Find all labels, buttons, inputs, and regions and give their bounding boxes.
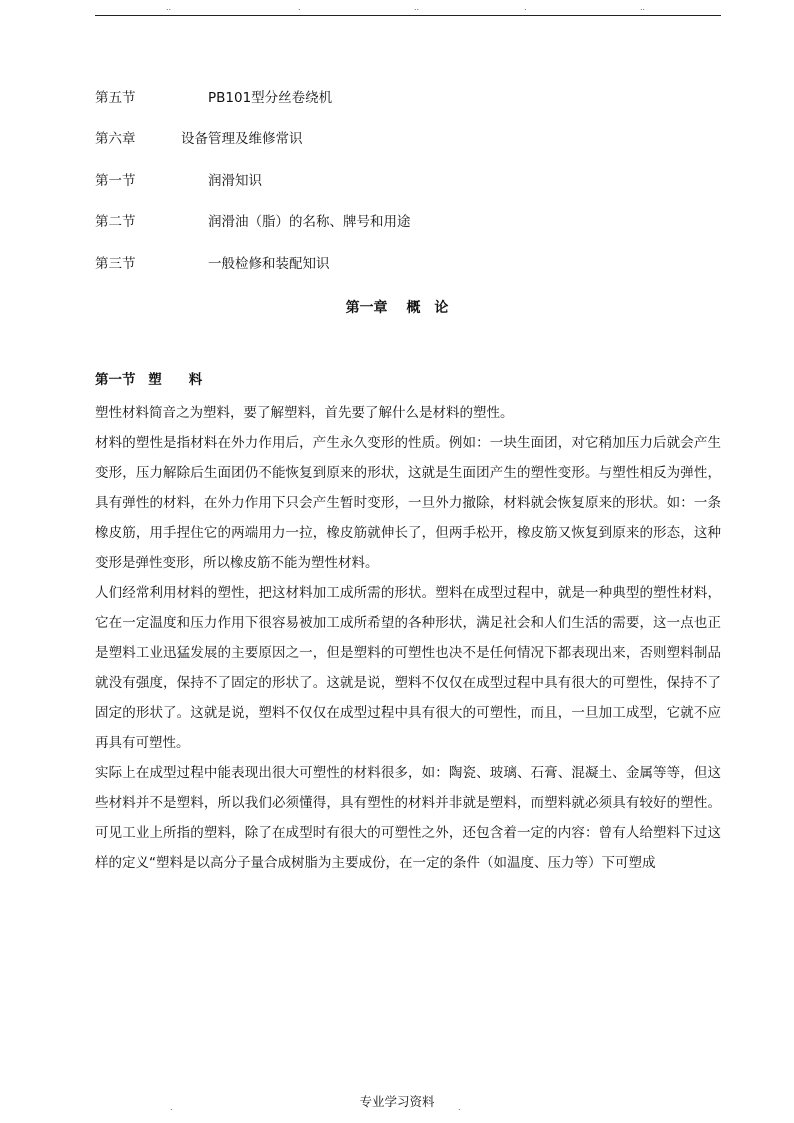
toc-title: 润滑知识 [208,173,262,189]
paragraph: 塑性材料简音之为塑料，要了解塑料，首先要了解什么是材料的塑性。 [95,405,514,421]
body-text [95,398,721,878]
chapter-heading [0,297,794,317]
toc-title: 润滑油（脂）的名称、牌号和用途 [208,214,411,230]
section-title: 塑 料 [148,372,203,388]
header-rule [95,15,721,16]
footer-dot: . [458,1103,461,1112]
paragraph: 人们经常利用材料的塑性，把这材料加工成所需的形状。塑料在成型过程中，就是一种典型的塑性材料，它在一定温度和压力作用下很容易被加工成所希望的各种形状，满足社会和人们生活的需要，这一点也正是塑料工业迅猛发展的主要原因之一，但是塑料的可塑性也决不是任何情况下都表现出来，否则塑料制品就没有强度，保持不了固定的形状了。这就是说，塑料不仅仅在成型过程中具有很大的可塑性，保持不了固定的形状了。这就是说，塑料不仅仅在成型过程中具有很大的可塑性，而且，一旦加工成型，它就不应再具有可塑性。 [95,585,721,751]
toc-number: 第五节 [95,90,136,106]
chapter-label: 第一章 [345,300,388,316]
header-dot: .. [166,3,172,12]
paragraph: 实际上在成型过程中能表现出很大可塑性的材料很多，如：陶瓷、玻璃、石膏、混凝土、金属等等，但这些材料并不是塑料，所以我们必须懂得，具有塑性的材料并非就是塑料，而塑料就必须具有较好的塑性。可见工业上所指的塑料，除了在成型时有很大的可塑性之外，还包含着一定的内容：曾有人给塑料下过这样的定义“塑料是以高分子量合成树脂为主要成份，在一定的条件（如温度、压力等）下可塑成 [95,765,721,871]
section-label: 第一节 [95,372,136,388]
header-dot: . [524,3,527,12]
paragraph: 材料的塑性是指材料在外力作用后，产生永久变形的性质。例如：一块生面团，对它稍加压力后就会产生变形，压力解除后生面团仍不能恢复到原来的形状，这就是生面团产生的塑性变形。与塑性相反为弹性，具有弹性的材料，在外力作用下只会产生暂时变形，一旦外力撤除，材料就会恢复原来的形状。如：一条橡皮筋，用手捏住它的两端用力一拉，橡皮筋就伸长了，但两手松开，橡皮筋又恢复到原来的形态，这种变形是弹性变形，所以橡皮筋不能为塑性材料。 [95,435,721,571]
chapter-title: 概 论 [406,300,449,316]
toc-number: 第一节 [95,173,136,189]
page-footer: 专业学习资料 [359,1094,435,1109]
toc-number: 第三节 [95,256,136,272]
header-dot: . [298,3,301,12]
toc-number: 第二节 [95,214,136,230]
section-heading [95,368,202,388]
header-dot: .. [414,3,420,12]
toc-title: 一般检修和装配知识 [208,256,330,272]
toc-number: 第六章 [95,131,136,147]
toc-title: PB101型分丝卷绕机 [208,90,333,106]
footer-dot: . [170,1103,173,1112]
header-dot: .. [640,3,646,12]
toc-title: 设备管理及维修常识 [181,131,303,147]
